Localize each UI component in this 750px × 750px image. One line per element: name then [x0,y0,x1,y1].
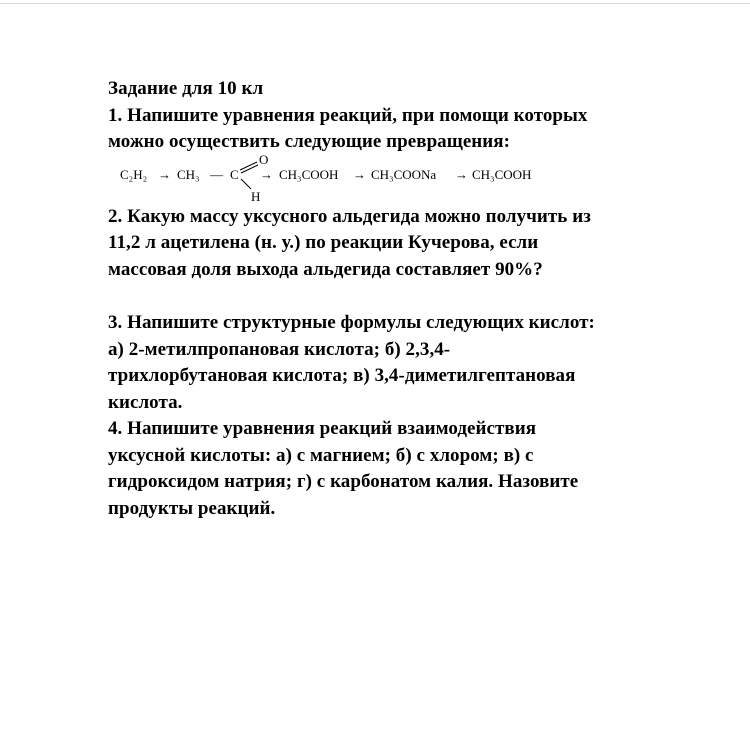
scheme-arrow-2: → [260,166,273,182]
question-4-line-3: гидроксидом натрия; г) с карбонатом калия. Назовите [108,471,579,492]
scheme-methyl: CH₃ [177,166,200,182]
task-document [108,76,708,522]
question-1-line-2: можно осуществить следующие превращения: [108,131,511,152]
scheme-arrow-1: → [158,166,171,182]
scheme-carbonyl-carbon: C [230,166,239,182]
question-2-line-2: 11,2 л ацетилена (н. у.) по реакции Кучерова, если [108,232,539,253]
question-3-line-2: а) 2-метилпропановая кислота; б) 2,3,4- [108,338,451,360]
scheme-bond: — [210,166,223,182]
scheme-acetic-acid-2: CH₃COOH [472,166,532,182]
scheme-sodium-acetate: CH₃COONa [371,166,437,182]
task-title: Задание для 10 кл [108,78,264,99]
scheme-oxygen: O [259,151,269,167]
scheme-hydrogen: H [251,188,261,204]
scheme-arrow-4: → [455,166,468,182]
question-4-line-4: продукты реакций. [108,497,276,519]
question-3-line-4: кислота. [108,391,183,413]
scheme-double-bond-b [241,165,258,173]
question-4-line-2: уксусной кислоты: а) с магнием; б) с хлором; в) с [108,444,534,466]
reaction-scheme [120,151,708,204]
question-4-line-1: 4. Напишите уравнения реакций взаимодействия [108,418,537,439]
top-border-line [0,3,750,4]
question-2-line-3: массовая доля выхода альдегида составляет 90%? [108,258,543,280]
scheme-single-bond-h [241,179,251,189]
question-2-line-1: 2. Какую массу уксусного альдегида можно получить из [108,205,591,227]
scheme-arrow-3: → [353,166,366,182]
scheme-acetic-acid: CH₃COOH [279,166,339,182]
scheme-acetylene: C₂H₂ [120,166,148,182]
paragraph-gap [108,283,708,310]
question-3-line-3: трихлорбутановая кислота; в) 3,4-диметилгептановая [108,365,576,386]
question-1-line-1: 1. Напишите уравнения реакций, при помощи которых [108,104,588,126]
question-3-line-1: 3. Напишите структурные формулы следующих кислот: [108,312,595,333]
scheme-double-bond-a [240,162,257,170]
reaction-scheme-svg [120,151,590,204]
